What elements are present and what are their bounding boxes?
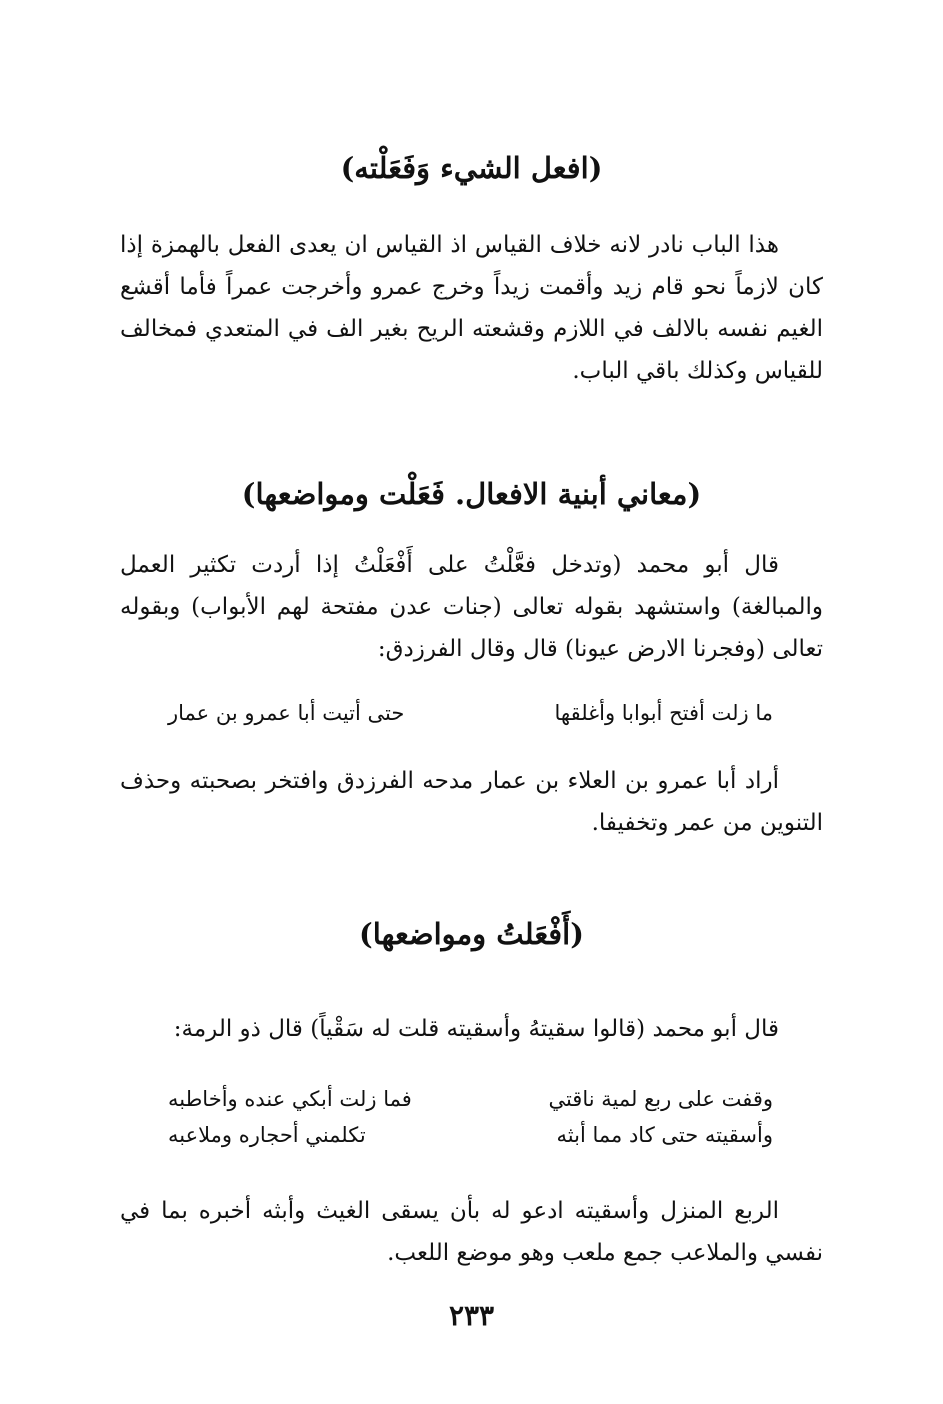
section-heading-3: (أَفْعَلتُ ومواضعها) <box>359 917 584 951</box>
section-1-paragraph: هذا الباب نادر لانه خلاف القياس اذ القياس ان يعدى الفعل بالهمزة إذا كان لازماً نحو قام زيد وأقمت زيداً وخرج عمرو وأخرجت عمراً فأما أقشع الغيم نفسه بالالف في اللازم وقشعته الريح بغير الف في المتعدي فمخالف للقياس وكذلك باقي الباب. <box>120 232 823 384</box>
verse-line <box>168 696 773 730</box>
verse-line <box>168 1082 773 1116</box>
verse-first-hemistich: وأسقيته حتى كاد مما أبثه <box>556 1123 773 1147</box>
verse-second-hemistich: حتى أتيت أبا عمرو بن عمار <box>168 701 405 725</box>
verse-line <box>168 1118 773 1152</box>
verse-second-hemistich: فما زلت أبكي عنده وأخاطبه <box>168 1087 412 1111</box>
page-number: ٢٣٣ <box>448 1299 495 1332</box>
verse-first-hemistich: وقفت على ربع لمية ناقتي <box>548 1087 773 1111</box>
verse-second-hemistich: تكلمني أحجاره وملاعبه <box>168 1123 366 1147</box>
section-heading-1: (افعل الشيء وَفَعَلْته) <box>340 151 603 185</box>
verse-first-hemistich: ما زلت أفتح أبوابا وأغلقها <box>554 701 773 725</box>
section-3-paragraph: قال أبو محمد (قالوا سقيتهُ وأسقيته قلت له سَقْياً) قال ذو الرمة: <box>173 1016 779 1042</box>
section-2-paragraph-2: أراد أبا عمرو بن العلاء بن عمار مدحه الفرزدق وافتخر بصحبته وحذف التنوين من عمر وتخفيفا. <box>120 768 823 836</box>
section-2-paragraph: قال أبو محمد (وتدخل فعَّلْتُ على أَفْعَلْتُ إذا أردت تكثير العمل والمبالغة) واستشهد بقوله تعالى (جنات عدن مفتحة لهم الأبواب) وبقوله تعالى (وفجرنا الارض عيونا) قال وقال الفرزدق: <box>120 552 823 662</box>
section-heading-2: (معاني أبنية الافعال. فَعَلْت ومواضعها) <box>241 477 702 511</box>
section-3-paragraph-2: الربع المنزل وأسقيته ادعو له بأن يسقى الغيث وأبثه أخبره بما في نفسي والملاعب جمع ملعب وهو موضع اللعب. <box>120 1198 823 1266</box>
